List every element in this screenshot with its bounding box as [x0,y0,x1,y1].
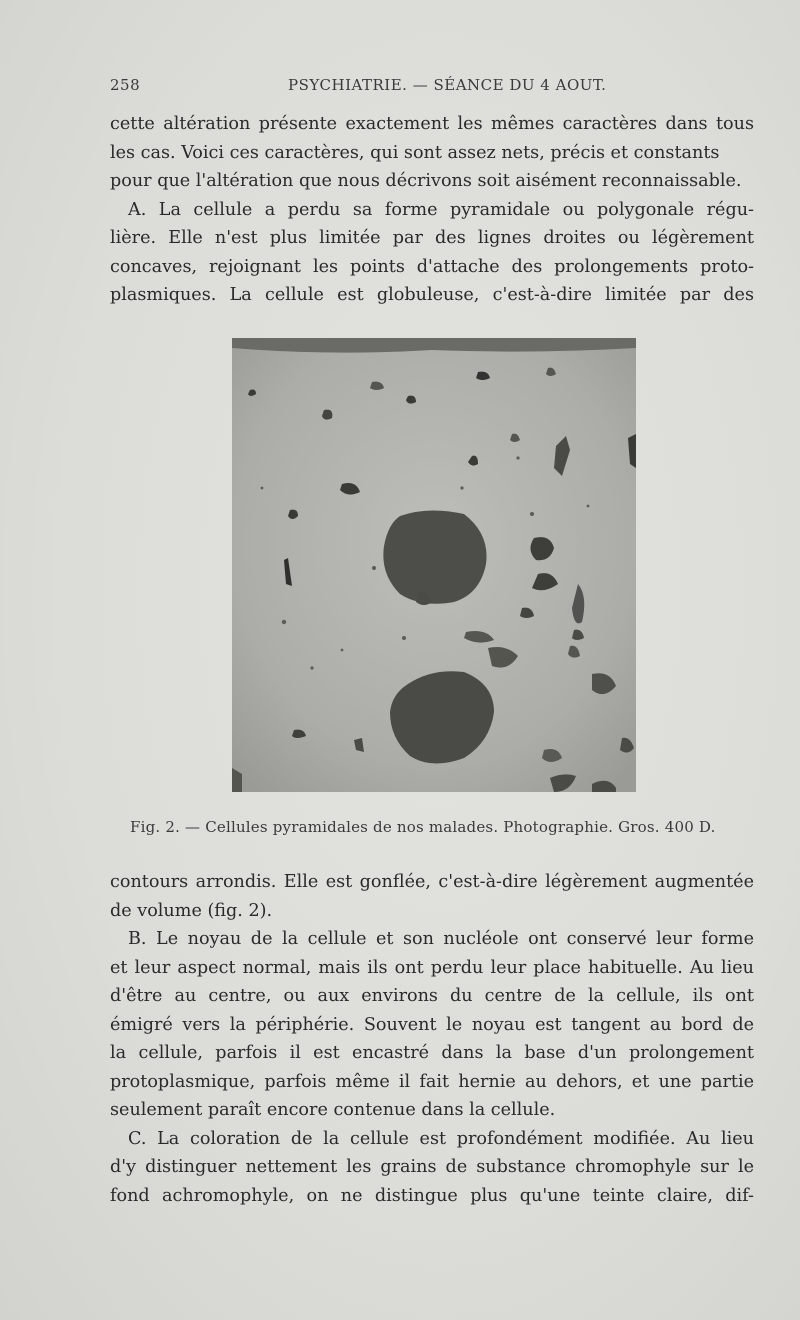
text-line: contours arrondis. Elle est gonflée, c'est-à-dire légèrement augmentée [110,872,754,892]
text-line: fond achromophyle, on ne distingue plus qu'une teinte claire, dif- [110,1185,754,1206]
text-line: B. Le noyau de la cellule et son nucléole ont conservé leur forme [128,929,754,949]
text-line: les cas. Voici ces caractères, qui sont assez nets, précis et constants [110,142,720,163]
text-line: de volume (fig. 2). [110,900,273,921]
micrograph-photo [232,338,636,792]
text-line: pour que l'altération que nous décrivons soit aisément reconnaissable. [110,171,742,191]
paragraph-top [110,110,754,310]
running-header [110,76,750,98]
text-line: A. La cellule a perdu sa forme pyramidale ou polygonale régu- [128,199,754,220]
figure-caption: Fig. 2. — Cellules pyramidales de nos malades. Photographie. Gros. 400 D. [130,818,716,836]
text-line: C. La coloration de la cellule est profondément modifiée. Au lieu [128,1128,754,1149]
page-number: 258 [110,76,141,94]
text-line: et leur aspect normal, mais ils ont perdu leur place habituelle. Au lieu [110,957,754,978]
text-line: protoplasmique, parfois même il fait hernie au dehors, et une partie [110,1071,754,1092]
text-line: concaves, rejoignant les points d'attache des prolongements proto- [110,256,754,277]
text-line: seulement paraît encore contenue dans la cellule. [110,1100,556,1120]
text-line: cette altération présente exactement les mêmes caractères dans tous [110,114,754,134]
running-title: PSYCHIATRIE. — SÉANCE DU 4 AOUT. [288,76,607,94]
text-line: la cellule, parfois il est encastré dans la base d'un prolongement [110,1043,754,1063]
text-line: d'y distinguer nettement les grains de substance chromophyle sur le [110,1157,754,1177]
text-line: plasmiques. La cellule est globuleuse, c'est-à-dire limitée par des [110,285,754,305]
text-line: émigré vers la périphérie. Souvent le noyau est tangent au bord de [110,1014,754,1035]
micrograph-figure [232,338,636,792]
text-line: d'être au centre, ou aux environs du centre de la cellule, ils ont [110,986,754,1006]
text-line: lière. Elle n'est plus limitée par des lignes droites ou légèrement [110,228,754,248]
paragraph-bottom [110,868,754,1210]
